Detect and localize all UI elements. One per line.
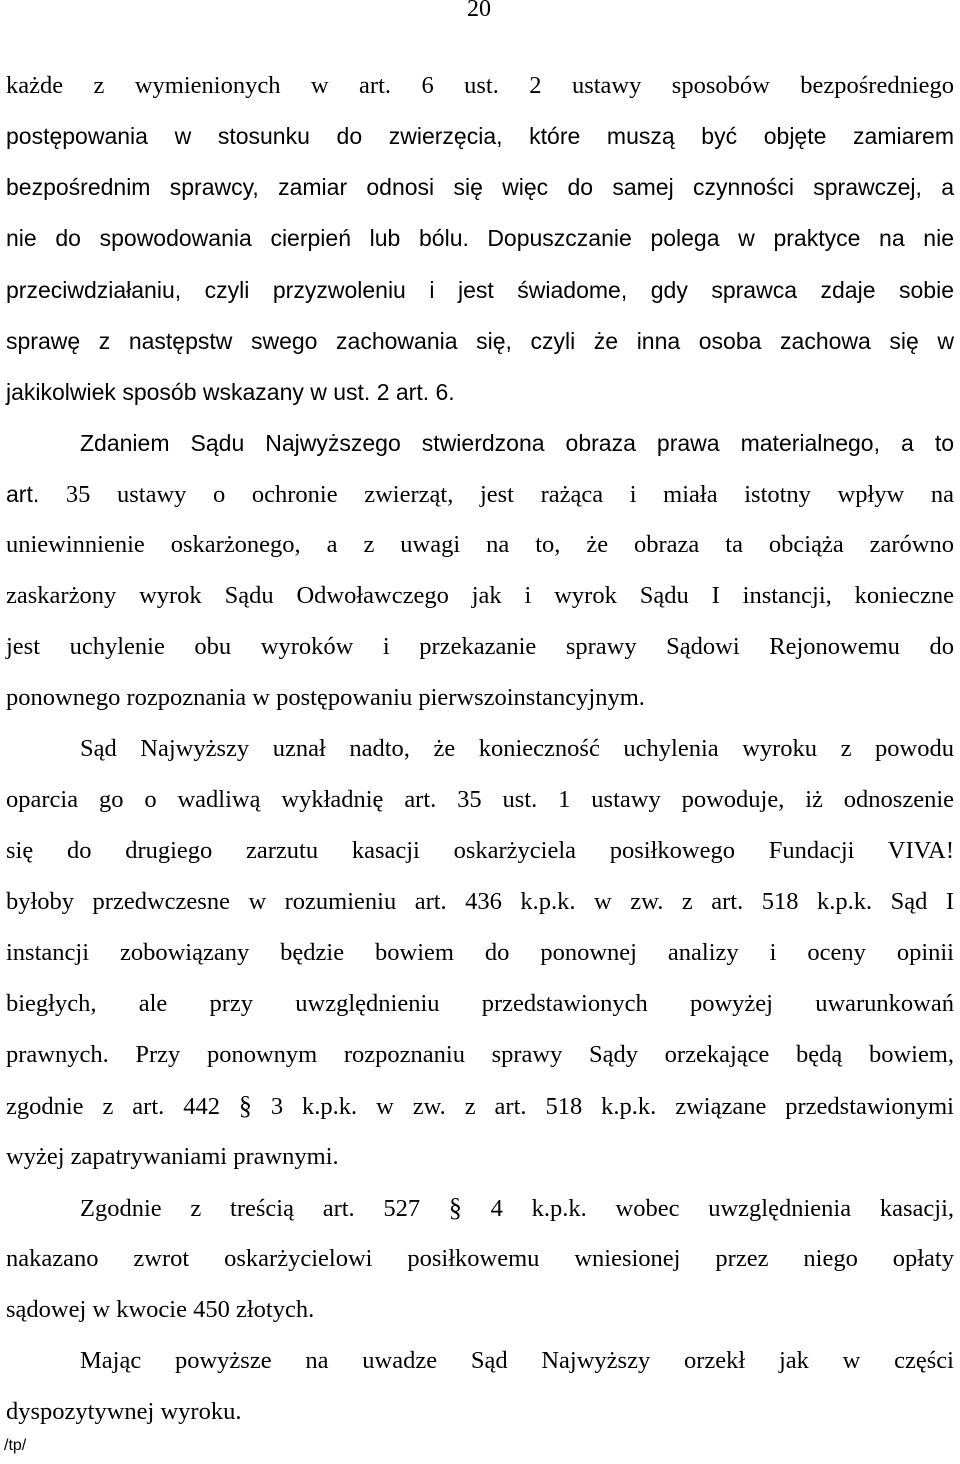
- text-line: [6, 222, 954, 255]
- text-segment: prawnych.: [6, 1041, 109, 1068]
- text-line: Sąd Najwyższy uznał nadto, że konieczność uchylenia wyroku z powodu: [80, 735, 954, 762]
- text-line: sądowej w kwocie 450 złotych.: [6, 1296, 315, 1323]
- text-line: jakikolwiek sposób wskazany w ust. 2 art. 6.: [6, 379, 455, 405]
- text-line: jest uchylenie obu wyroków i przekazanie sprawy Sądowi Rejonowemu do: [6, 633, 954, 660]
- text-line: [6, 886, 954, 918]
- text-line: Mając powyższe na uwadze Sąd Najwyższy orzekł jak w części: [80, 1347, 954, 1374]
- text-line: się do drugiego zarzutu kasacji oskarżyciela posiłkowego Fundacji VIVA!: [6, 837, 954, 864]
- text-line: [6, 784, 954, 816]
- text-line: uniewinnienie oskarżonego, a z uwagi na to, że obraza ta obciąża zarówno: [6, 531, 954, 558]
- text-line: [6, 1090, 954, 1123]
- text-segment: Przy ponownym rozpoznaniu sprawy Sądy orzekające będą bowiem,: [135, 1041, 954, 1068]
- text-line: wyżej zapatrywaniami prawnymi.: [6, 1143, 339, 1170]
- text-line: każde z wymienionych w art. 6 ust. 2 ustawy sposobów bezpośredniego: [6, 72, 954, 99]
- section-sign-icon: §: [448, 1193, 462, 1222]
- text-line: dyspozytywnej wyroku.: [6, 1398, 242, 1425]
- text-line: przeciwdziałaniu, czyli przyzwoleniu i jest świadome, gdy sprawca zdaje sobie: [6, 277, 954, 303]
- text-segment: Sąd I: [890, 888, 955, 915]
- page-number: 20: [467, 0, 491, 22]
- section-sign-icon: §: [238, 1091, 252, 1120]
- text-segment: Zgodnie z treścią art. 527: [80, 1195, 421, 1222]
- text-line: [80, 1192, 954, 1225]
- text-segment: Dopuszczanie polega w praktyce na nie: [487, 225, 955, 251]
- text-line: instancji zobowiązany będzie bowiem do ponownej analizy i oceny opinii: [6, 939, 954, 966]
- text-line: Zdaniem Sądu Najwyższego stwierdzona obraza prawa materialnego, a to: [80, 430, 954, 456]
- text-line: biegłych, ale przy uwzględnieniu przedstawionych powyżej uwarunkowań: [6, 990, 954, 1017]
- text-line: postępowania w stosunku do zwierzęcia, które muszą być objęte zamiarem: [6, 123, 954, 149]
- text-segment: 35 ustawy o ochronie zwierząt, jest rażąca i miała istotny wpływ na: [65, 481, 954, 508]
- text-segment: art.: [6, 481, 40, 507]
- text-line: ponownego rozpoznania w postępowaniu pierwszoinstancyjnym.: [6, 684, 645, 711]
- text-segment: 4 k.p.k. wobec uwzględnienia kasacji,: [490, 1195, 954, 1222]
- text-line: zaskarżony wyrok Sądu Odwoławczego jak i wyrok Sądu I instancji, konieczne: [6, 582, 954, 609]
- text-segment: 1 ustawy powoduje, iż odnoszenie: [558, 786, 954, 813]
- text-line: sprawę z następstw swego zachowania się, czyli że inna osoba zachowa się w: [6, 328, 954, 354]
- text-line: nakazano zwrot oskarżycielowi posiłkowemu wniesionej przez niego opłaty: [6, 1245, 954, 1272]
- text-segment: 3 k.p.k. w zw. z art. 518 k.p.k. związane przedstawionymi: [270, 1093, 954, 1120]
- text-line: [6, 478, 954, 511]
- text-segment: zgodnie z art. 442: [6, 1093, 220, 1120]
- text-segment: nie do spowodowania cierpień lub bólu.: [6, 225, 469, 251]
- text-segment: oparcia go o wadliwą wykładnię art. 35 ust.: [6, 786, 538, 813]
- text-line: [6, 1039, 954, 1071]
- text-segment: byłoby przedwczesne w rozumieniu art. 436 k.p.k. w zw. z art. 518 k.p.k.: [6, 888, 873, 915]
- text-line: bezpośrednim sprawcy, zamiar odnosi się więc do samej czynności sprawczej, a: [6, 174, 954, 200]
- footer-mark: /tp/: [4, 1437, 27, 1454]
